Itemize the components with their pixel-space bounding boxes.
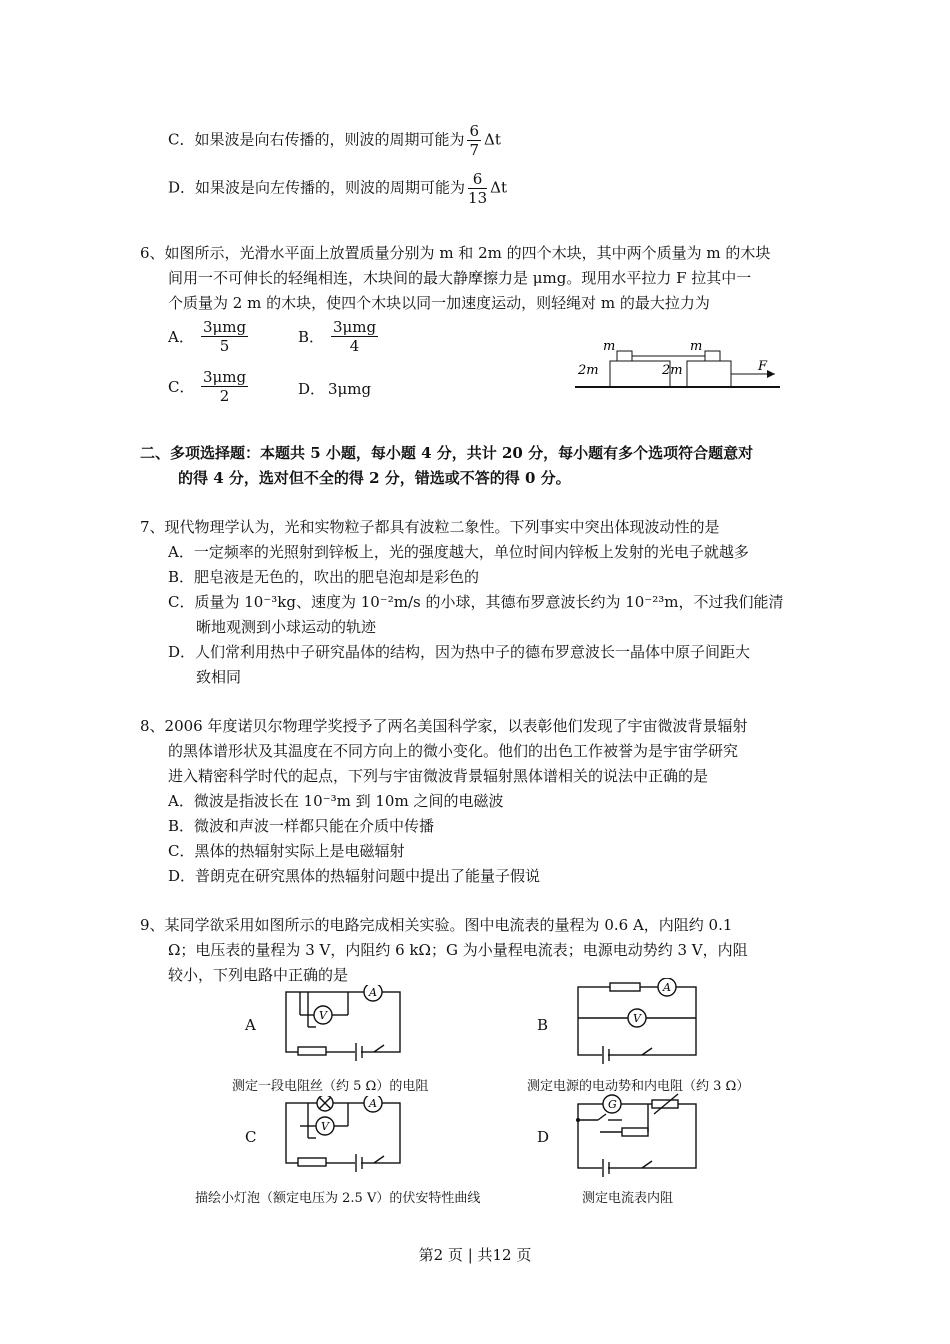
block-2m-right (687, 361, 731, 387)
circuit-label-a: A (245, 1016, 256, 1034)
fraction: $\frac{\text{3μmg}}{5}$ (203, 318, 247, 355)
q7-option-b: B．肥皂液是无色的，吹出的肥皂泡却是彩色的 (168, 568, 480, 586)
rheostat-icon (610, 983, 640, 991)
svg-text:V: V (321, 1120, 329, 1133)
q8-stem-line2: 的黑体谱形状及其温度在不同方向上的微小变化。他们的出色工作被誉为是宇宙学研究 (168, 742, 739, 760)
circuit-b-diagram (570, 978, 705, 1066)
block-m-left (617, 351, 632, 361)
fraction: $\frac{6}{7}$ (469, 122, 480, 159)
label-m: m (690, 339, 703, 354)
circuit-caption-a: 测定一段电阻丝（约 5 Ω）的电阻 (232, 1079, 429, 1094)
svg-text:V: V (319, 1009, 327, 1022)
q8-option-b: B．微波和声波一样都只能在介质中传播 (168, 817, 435, 835)
circuit-caption-d: 测定电流表内阻 (582, 1191, 674, 1206)
q8-option-a: A．微波是指波长在 10⁻³m 到 10m 之间的电磁波 (168, 792, 504, 810)
label-2m: 2m (578, 363, 599, 378)
q5-option-d: D．如果波是向左传播的，则波的周期可能为 $\frac{6}{13}$ Δt (168, 170, 507, 207)
rheostat-icon (622, 1128, 648, 1136)
label-m: m (603, 339, 616, 354)
q6-stem-line1: 6、如图所示，光滑水平面上放置质量分别为 m 和 2m 的四个木块，其中两个质量为 m 的木块 (140, 244, 771, 262)
q6-stem-line3: 个质量为 2 m 的木块，使四个木块以同一加速度运动，则轻绳对 m 的最大拉力为 (168, 294, 710, 312)
circuit-caption-b: 测定电源的电动势和内电阻（约 3 Ω） (527, 1079, 750, 1094)
fraction: $\frac{6}{13}$ (468, 170, 488, 207)
q9-stem-line1: 9、某同学欲采用如图所示的电路完成相关实验。图中电流表的量程为 0.6 A，内阻约 0.1 (140, 916, 733, 934)
q6-option-a: A． $\frac{\text{3μmg}}{5}$ (168, 318, 247, 355)
section-heading-line2: 的得 4 分，选对但不全的得 2 分，错选或不答的得 0 分。 (178, 469, 571, 487)
block-2m-left (610, 361, 670, 387)
rheostat-icon (298, 1047, 326, 1055)
circuit-c-diagram (278, 1096, 408, 1176)
svg-text:A: A (369, 1097, 377, 1110)
svg-text:G: G (608, 1098, 617, 1111)
q8-stem-line3: 进入精密科学时代的起点，下列与宇宙微波背景辐射黑体谱相关的说法中正确的是 (168, 767, 709, 785)
circuit-label-b: B (537, 1016, 549, 1034)
label-2m: 2m (662, 363, 683, 378)
q6-option-d: D． 3μmg (298, 379, 372, 398)
arrow-head-icon (767, 370, 775, 378)
fraction: $\frac{\text{3μmg}}{4}$ (333, 318, 377, 355)
page-footer: 第2 页 | 共12 页 (418, 1246, 532, 1264)
fraction: $\frac{\text{3μmg}}{2}$ (203, 368, 247, 405)
circuit-caption-c: 描绘小灯泡（额定电压为 2.5 V）的伏安特性曲线 (195, 1191, 481, 1206)
q9-stem-line3: 较小，下列电路中正确的是 (168, 966, 349, 984)
q8-stem-line1: 8、2006 年度诺贝尔物理学奖授予了两名美国科学家，以表彰他们发现了宇宙微波背景辐射 (140, 717, 748, 735)
q6-blocks-diagram (570, 338, 790, 398)
q7-option-c-cont: 晰地观测到小球运动的轨迹 (196, 618, 377, 636)
circuit-label-d: D (537, 1128, 550, 1146)
junction-dot (576, 1118, 580, 1122)
q8-option-c: C．黑体的热辐射实际上是电磁辐射 (168, 842, 405, 860)
q7-option-a: A．一定频率的光照射到锌板上，光的强度越大，单位时间内锌板上发射的光电子就越多 (168, 543, 749, 561)
rheostat-icon (298, 1158, 326, 1166)
circuit-a-diagram (278, 985, 408, 1065)
q5-option-c: C．如果波是向右传播的，则波的周期可能为 $\frac{6}{7}$ Δt (168, 122, 501, 159)
label-F: F (758, 359, 768, 374)
svg-text:A: A (663, 981, 671, 994)
circuit-d-diagram (570, 1090, 705, 1178)
q7-option-d-cont: 致相同 (196, 668, 242, 686)
q6-option-c: C． $\frac{\text{3μmg}}{2}$ (168, 368, 247, 405)
q7-stem: 7、现代物理学认为，光和实物粒子都具有波粒二象性。下列事实中突出体现波动性的是 (140, 518, 720, 536)
q7-option-c: C．质量为 10⁻³kg、速度为 10⁻²m/s 的小球，其德布罗意波长约为 10⁻²³m，不过我们能清 (168, 593, 784, 611)
section-heading-line1: 二、多项选择题：本题共 5 小题，每小题 4 分，共计 20 分，每小题有多个选项符合题意对 (140, 444, 754, 462)
circuit-label-c: C (245, 1128, 257, 1146)
q6-option-b: B． $\frac{\text{3μmg}}{4}$ (298, 318, 377, 355)
q8-option-d: D．普朗克在研究黑体的热辐射问题中提出了能量子假说 (168, 867, 541, 885)
q6-stem-line2: 间用一不可伸长的轻绳相连，木块间的最大静摩擦力是 μmg。现用水平拉力 F 拉其中一 (168, 269, 752, 287)
svg-text:V: V (633, 1012, 641, 1025)
q9-stem-line2: Ω；电压表的量程为 3 V，内阻约 6 kΩ；G 为小量程电流表；电源电动势约 3 V，内阻 (168, 941, 748, 959)
svg-text:A: A (369, 986, 377, 999)
q7-option-d: D．人们常利用热中子研究晶体的结构，因为热中子的德布罗意波长一晶体中原子间距大 (168, 643, 751, 661)
block-m-right (705, 351, 720, 361)
